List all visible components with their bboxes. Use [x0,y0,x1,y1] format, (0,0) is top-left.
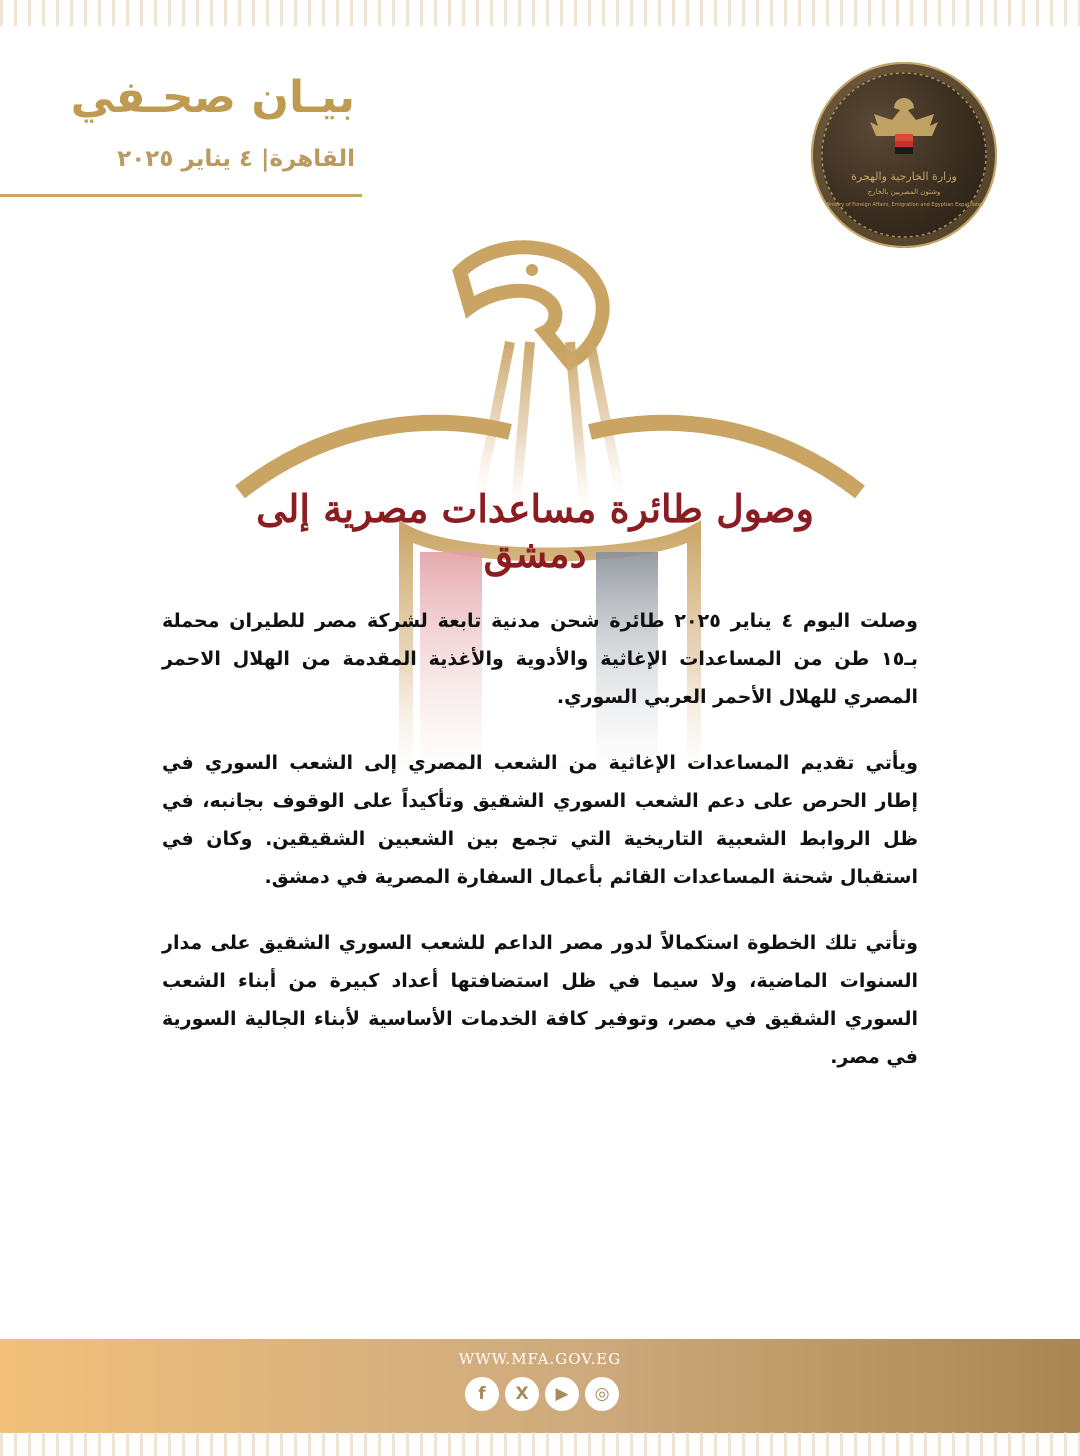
top-ornament-border [0,0,1080,26]
facebook-icon[interactable]: f [465,1377,499,1411]
instagram-icon[interactable]: ◎ [585,1377,619,1411]
document-body [162,602,918,1104]
header [55,70,355,172]
document-title: وصول طائرة مساعدات مصرية إلى دمشق [256,486,814,576]
body-paragraph-3: وتأتي تلك الخطوة استكمالاً لدور مصر الداعم للشعب السوري الشقيق على مدار السنوات الماضية، ولا سيما في ظل استضافتها أعداد كبيرة من أبناء الشعب السوري الشقيق في مصر، وتوفير كافة الخدمات الأساسية لأبناء الجالية السورية في مصر. [162,932,918,1068]
body-paragraph-1: وصلت اليوم ٤ يناير ٢٠٢٥ طائرة شحن مدنية تابعة لشركة مصر للطيران محملة بـ١٥ طن من المساعدات الإغاثية والأدوية والأغذية المقدمة من الهلال الاحمر المصري للهلال الأحمر العربي السوري. [162,610,918,708]
ministry-seal-logo [811,62,997,248]
x-icon[interactable]: X [505,1377,539,1411]
social-links [465,1377,619,1411]
header-divider [0,194,362,197]
svg-text:Ministry of Foreign Affairs, E: Ministry of Foreign Affairs, Emigration and Egyptian Expatriates [824,202,984,208]
bottom-ornament-border [0,1432,1080,1456]
website-link[interactable]: WWW.MFA.GOV.EG [458,1350,622,1368]
youtube-icon[interactable]: ▶ [545,1377,579,1411]
footer [0,1339,1080,1433]
svg-text:وشئون المصريين بالخارج: وشئون المصريين بالخارج [867,188,941,196]
body-paragraph-2: ويأتي تقديم المساعدات الإغاثية من الشعب المصري إلى الشعب السوري في إطار الحرص على دعم الشعب السوري الشقيق وتأكيداً على الوقوف بجانبه، في ظل الروابط الشعبية التاريخية التي تجمع بين الشعبين الشقيقين. وكان في استقبال شحنة المساعدات القائم بأعمال السفارة المصرية في دمشق. [162,752,918,888]
location-date-line: القاهرة| ٤ يناير ٢٠٢٥ [117,146,355,172]
svg-text:وزارة الخارجية والهجرة: وزارة الخارجية والهجرة [851,170,957,183]
press-release-heading: بيـان صحـفي [70,72,355,123]
